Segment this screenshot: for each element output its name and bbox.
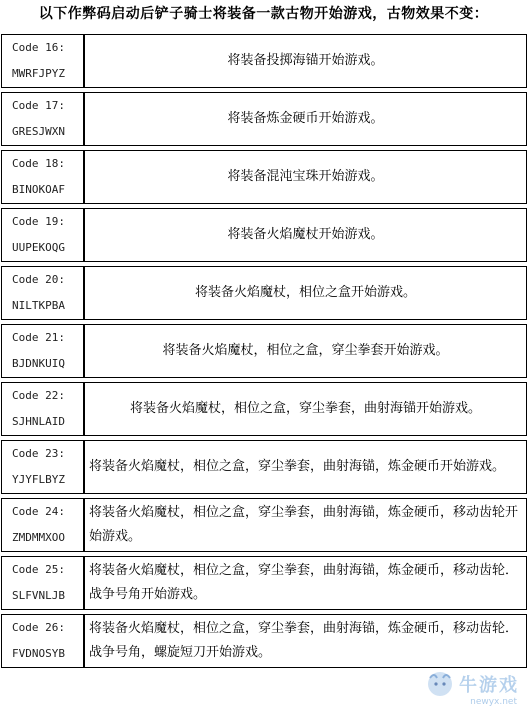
code-label: Code 17: xyxy=(12,99,65,112)
effect-cell: 将装备火焰魔杖开始游戏。 xyxy=(85,208,527,262)
code-cell xyxy=(1,440,85,494)
effect-cell: 将装备火焰魔杖，相位之盒，穿尘拳套，曲射海锚开始游戏。 xyxy=(85,382,527,436)
table-row xyxy=(1,440,527,494)
code-value: FVDNOSYB xyxy=(12,647,65,660)
code-value: BJDNKUIQ xyxy=(12,357,65,370)
table-row xyxy=(1,382,527,436)
table-row xyxy=(1,92,527,146)
effect-cell: 将装备火焰魔杖，相位之盒开始游戏。 xyxy=(85,266,527,320)
table-row xyxy=(1,324,527,378)
code-cell xyxy=(1,34,85,88)
code-value: UUPEKOQG xyxy=(12,241,65,254)
effect-cell: 将装备投掷海锚开始游戏。 xyxy=(85,34,527,88)
effect-cell: 将装备炼金硬币开始游戏。 xyxy=(85,92,527,146)
code-cell xyxy=(1,556,85,610)
code-label: Code 24: xyxy=(12,505,65,518)
code-value: ZMDMMXOO xyxy=(12,531,65,544)
code-cell xyxy=(1,150,85,204)
code-label: Code 16: xyxy=(12,41,65,54)
effect-cell: 将装备火焰魔杖，相位之盒，穿尘拳套，曲射海锚，炼金硬币，移动齿轮．战争号角开始游戏。 xyxy=(85,556,527,610)
code-cell xyxy=(1,614,85,668)
code-cell xyxy=(1,208,85,262)
table-row xyxy=(1,150,527,204)
code-cell xyxy=(1,498,85,552)
code-value: YJYFLBYZ xyxy=(12,473,65,486)
cheat-code-table xyxy=(1,30,527,672)
code-cell xyxy=(1,324,85,378)
code-cell xyxy=(1,266,85,320)
code-value: SJHNLAID xyxy=(12,415,65,428)
page-heading: 以下作弊码启动后铲子骑士将装备一款古物开始游戏，古物效果不变： xyxy=(38,6,489,22)
effect-cell: 将装备火焰魔杖，相位之盒，穿尘拳套，曲射海锚，炼金硬币开始游戏。 xyxy=(85,440,527,494)
watermark-text: 牛游戏 xyxy=(459,675,519,696)
table-row xyxy=(1,614,527,668)
code-cell xyxy=(1,92,85,146)
table-row xyxy=(1,556,527,610)
bull-logo-icon xyxy=(425,669,455,699)
effect-cell: 将装备混沌宝珠开始游戏。 xyxy=(85,150,527,204)
code-value: NILTKPBA xyxy=(12,299,65,312)
code-label: Code 21: xyxy=(12,331,65,344)
code-value: MWRFJPYZ xyxy=(12,67,65,80)
effect-cell: 将装备火焰魔杖，相位之盒，穿尘拳套，曲射海锚，炼金硬币，移动齿轮开始游戏。 xyxy=(85,498,527,552)
table-row xyxy=(1,34,527,88)
code-label: Code 23: xyxy=(12,447,65,460)
code-label: Code 18: xyxy=(12,157,65,170)
table-row xyxy=(1,208,527,262)
code-label: Code 22: xyxy=(12,389,65,402)
effect-cell: 将装备火焰魔杖，相位之盒，穿尘拳套，曲射海锚，炼金硬币，移动齿轮．战争号角，螺旋短刀开始游戏。 xyxy=(85,614,527,668)
code-value: SLFVNLJB xyxy=(12,589,65,602)
code-label: Code 25: xyxy=(12,563,65,576)
effect-cell: 将装备火焰魔杖，相位之盒，穿尘拳套开始游戏。 xyxy=(85,324,527,378)
watermark-url: newyx.net xyxy=(470,697,517,707)
code-value: GRESJWXN xyxy=(12,125,65,138)
code-cell xyxy=(1,382,85,436)
table-row xyxy=(1,266,527,320)
table-row xyxy=(1,498,527,552)
code-label: Code 26: xyxy=(12,621,65,634)
code-label: Code 20: xyxy=(12,273,65,286)
code-value: BINOKOAF xyxy=(12,183,65,196)
site-watermark xyxy=(425,667,521,707)
code-label: Code 19: xyxy=(12,215,65,228)
